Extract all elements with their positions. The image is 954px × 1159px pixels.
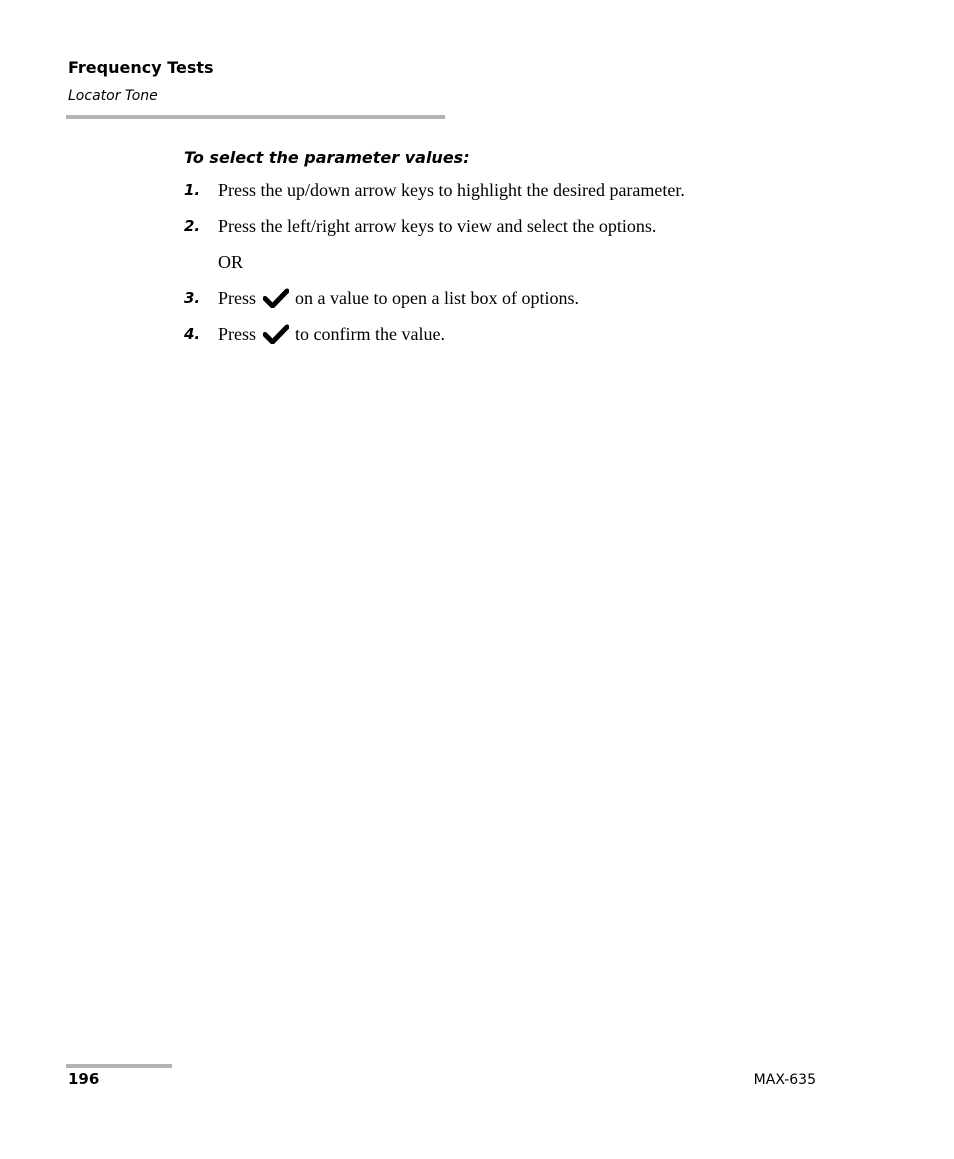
- step-text-before: Press: [218, 324, 257, 344]
- step-text-after: to confirm the value.: [295, 324, 445, 344]
- chapter-title: Frequency Tests: [68, 58, 214, 77]
- step-text-before: Press: [218, 288, 257, 308]
- step-number: 2.: [184, 217, 201, 235]
- header-divider: [66, 115, 445, 119]
- procedure-heading: To select the parameter values:: [184, 148, 470, 167]
- check-icon: [263, 324, 289, 344]
- step-text: Press the up/down arrow keys to highlight the desired parameter.: [218, 180, 685, 200]
- step-text: [218, 323, 445, 345]
- step-text-after: on a value to open a list box of options.: [295, 288, 579, 308]
- footer-divider: [66, 1064, 172, 1068]
- section-subtitle: Locator Tone: [68, 88, 158, 104]
- or-separator: OR: [218, 252, 244, 272]
- step-text: Press the left/right arrow keys to view and select the options.: [218, 216, 657, 236]
- step-number: 4.: [184, 325, 201, 343]
- step-number: 3.: [184, 289, 201, 307]
- check-icon: [263, 288, 289, 308]
- document-code: MAX-635: [753, 1072, 816, 1088]
- step-text: [218, 287, 579, 309]
- page-number: 196: [68, 1070, 100, 1088]
- step-number: 1.: [184, 181, 201, 199]
